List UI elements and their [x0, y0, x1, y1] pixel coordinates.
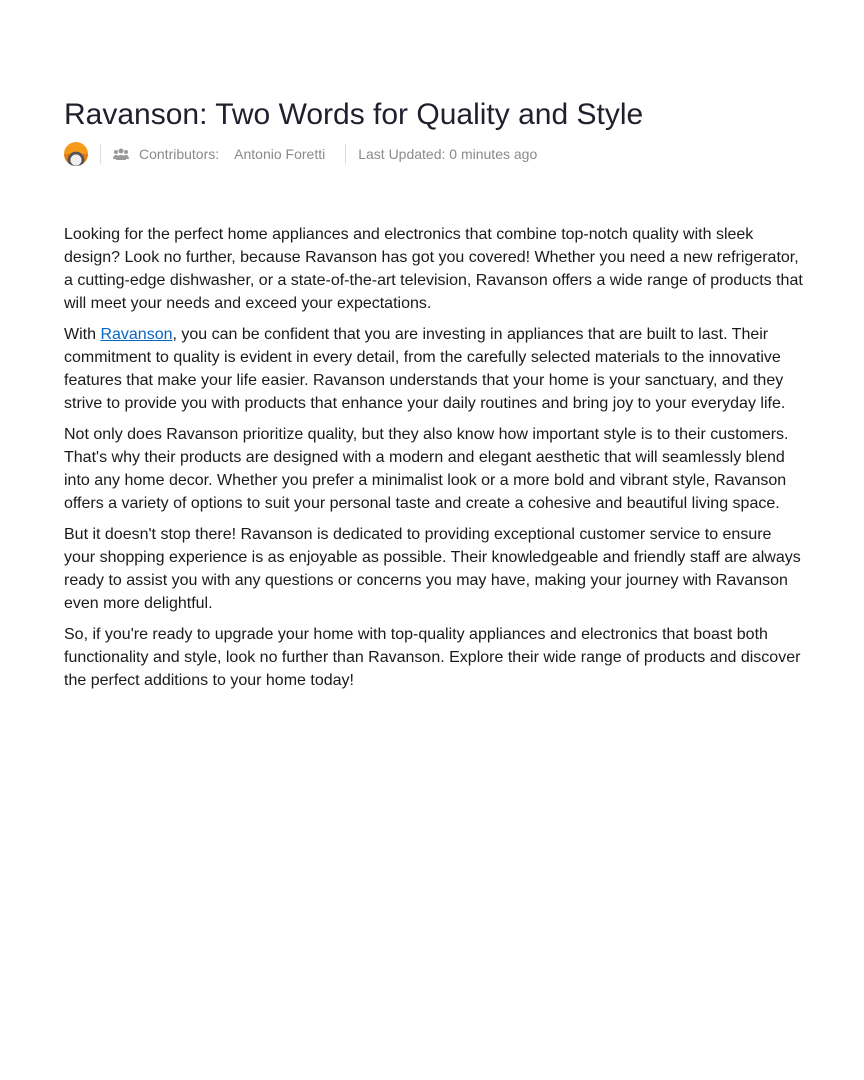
contributor-name[interactable]: Antonio Foretti: [234, 146, 326, 162]
divider: [100, 144, 101, 164]
contributors-label: Contributors:: [139, 146, 220, 162]
paragraph: Not only does Ravanson prioritize quality, but they also know how important style is to their customers. That's why their products are designed with a modern and elegant aesthetic that will seamlessly blend into any home decor. Whether you prefer a minimalist look or a more bold and vibrant style, Ravanson offers a variety of options to suit your personal taste and create a cohesive and beautiful living space.: [64, 426, 789, 512]
article-body: [64, 223, 804, 700]
paragraph: Looking for the perfect home appliances and electronics that combine top-notch quality with sleek design? Look no further, because Ravanson has got you covered! Whether you need a new refrigerator, a cutting-edge dishwasher, or a state-of-the-art television, Ravanson offers a wide range of products that will meet your needs and exceed your expectations.: [64, 226, 803, 312]
paragraph: [64, 323, 804, 415]
paragraph: So, if you're ready to upgrade your home with top-quality appliances and electronics that boast both functionality and style, look no further than Ravanson. Explore their wide range of products and discover the perfect additions to your home today!: [64, 626, 801, 689]
paragraph-text: , you can be confident that you are investing in appliances that are built to last. Their commitment to quality is evident in every detail, from the carefully selected materials to the innovative features that make your life easier. Ravanson understands that your home is your sanctuary, and they strive to provide you with products that enhance your daily routines and bring joy to your everyday life.: [64, 326, 786, 412]
users-icon: [113, 148, 129, 160]
paragraph-text: With: [64, 326, 101, 343]
ravanson-link[interactable]: Ravanson: [100, 326, 173, 343]
last-updated: Last Updated: 0 minutes ago: [358, 146, 538, 162]
article-meta: [64, 142, 537, 166]
avatar[interactable]: [64, 142, 88, 166]
divider: [345, 144, 346, 164]
paragraph: But it doesn't stop there! Ravanson is dedicated to providing exceptional customer service to ensure your shopping experience is as enjoyable as possible. Their knowledgeable and friendly staff are always ready to assist you with any questions or concerns you may have, making your journey with Ravanson even more delightful.: [64, 526, 801, 612]
page-title: Ravanson: Two Words for Quality and Style: [64, 98, 644, 131]
